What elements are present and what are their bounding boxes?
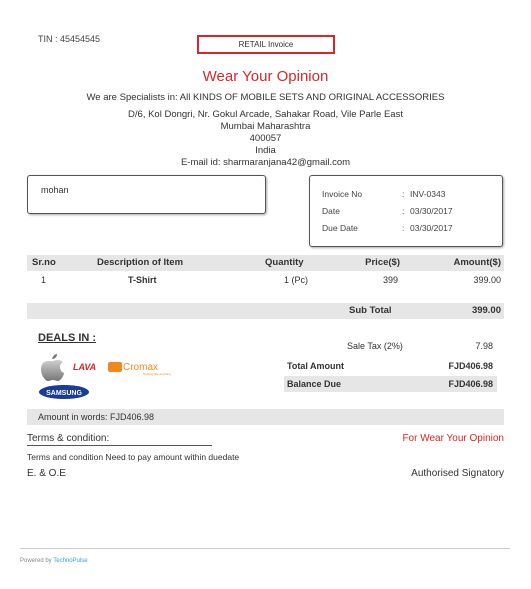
- invoice-date-label: Date: [322, 206, 340, 216]
- items-table-header: [27, 255, 504, 271]
- micromax-logo: [108, 362, 171, 376]
- separator: :: [402, 206, 405, 216]
- table-row: [27, 272, 504, 288]
- total-amount-label: Total Amount: [287, 361, 344, 371]
- lava-logo: LAVA: [73, 362, 97, 372]
- powered-by-brand[interactable]: TechnoPulse: [53, 558, 88, 564]
- row-amount: 399.00: [473, 275, 501, 285]
- separator: :: [402, 223, 405, 233]
- country: India: [255, 145, 276, 156]
- svg-text:Cromax: Cromax: [123, 362, 159, 373]
- address-line-2: Mumbai Maharashtra: [220, 121, 311, 132]
- row-description: T-Shirt: [128, 275, 157, 285]
- for-shop-label: For Wear Your Opinion: [402, 433, 504, 444]
- row-price: 399: [382, 275, 398, 285]
- svg-text:Nothing like anything: Nothing like anything: [143, 372, 171, 376]
- sale-tax-value: 7.98: [475, 341, 493, 351]
- balance-due-value: FJD406.98: [448, 379, 493, 389]
- shop-name: Wear Your Opinion: [202, 68, 329, 85]
- terms-title: Terms & condition:: [27, 433, 212, 446]
- eoe-label: E. & O.E: [27, 468, 66, 479]
- subtotal-bar: [27, 303, 504, 319]
- powered-by: [20, 558, 88, 564]
- col-quantity: Quantity: [265, 257, 304, 268]
- col-srno: Sr.no: [32, 257, 56, 268]
- subtotal-label: Sub Total: [349, 305, 392, 316]
- apple-logo-icon: [41, 354, 64, 381]
- due-date-label: Due Date: [322, 223, 358, 233]
- deals-title: DEALS IN :: [38, 332, 97, 344]
- invoice-date-value: 03/30/2017: [410, 206, 453, 216]
- amount-in-words: [27, 409, 504, 425]
- invoice-type-badge: RETAIL Invoice: [197, 35, 335, 54]
- amount-in-words-text: Amount in words: FJD406.98: [38, 412, 155, 422]
- customer-box: [27, 175, 266, 214]
- row-srno: 1: [41, 275, 47, 285]
- footer-divider: [20, 548, 510, 549]
- svg-text:SAMSUNG: SAMSUNG: [46, 390, 82, 397]
- invoice-number-value: INV-0343: [410, 189, 446, 199]
- col-price: Price($): [365, 257, 400, 268]
- total-amount-value: FJD406.98: [448, 361, 493, 371]
- shop-tagline: We are Specialists in: All KINDS OF MOBILE SETS AND ORIGINAL ACCESSORIES: [86, 92, 445, 103]
- tin-number: TIN : 45454545: [38, 34, 101, 44]
- powered-by-text: Powered by: [20, 558, 52, 564]
- sale-tax-label: Sale Tax (2%): [347, 341, 403, 351]
- sale-tax-row: [284, 338, 497, 354]
- balance-due-row: [284, 376, 497, 392]
- authorised-signatory: Authorised Signatory: [411, 468, 504, 479]
- col-description: Description of Item: [97, 257, 184, 268]
- postcode: 400057: [249, 133, 282, 144]
- due-date-value: 03/30/2017: [410, 223, 453, 233]
- col-amount: Amount($): [453, 257, 501, 268]
- brand-logos: [38, 353, 188, 403]
- separator: :: [402, 189, 405, 199]
- shop-email: E-mail id: sharmaranjana42@gmail.com: [180, 157, 351, 168]
- address-line-1: D/6, Kol Dongri, Nr. Gokul Arcade, Sahakar Road, Vile Parle East: [128, 109, 403, 120]
- subtotal-value: 399.00: [471, 305, 501, 316]
- samsung-logo: [39, 385, 89, 399]
- row-quantity: 1 (Pc): [284, 275, 309, 285]
- balance-due-label: Balance Due: [287, 379, 342, 389]
- terms-text: Terms and condition Need to pay amount within duedate: [27, 452, 240, 462]
- invoice-number-label: Invoice No: [322, 189, 363, 199]
- customer-name: mohan: [41, 185, 69, 195]
- total-amount-row: [284, 358, 497, 374]
- invoice-info-box: [309, 175, 503, 247]
